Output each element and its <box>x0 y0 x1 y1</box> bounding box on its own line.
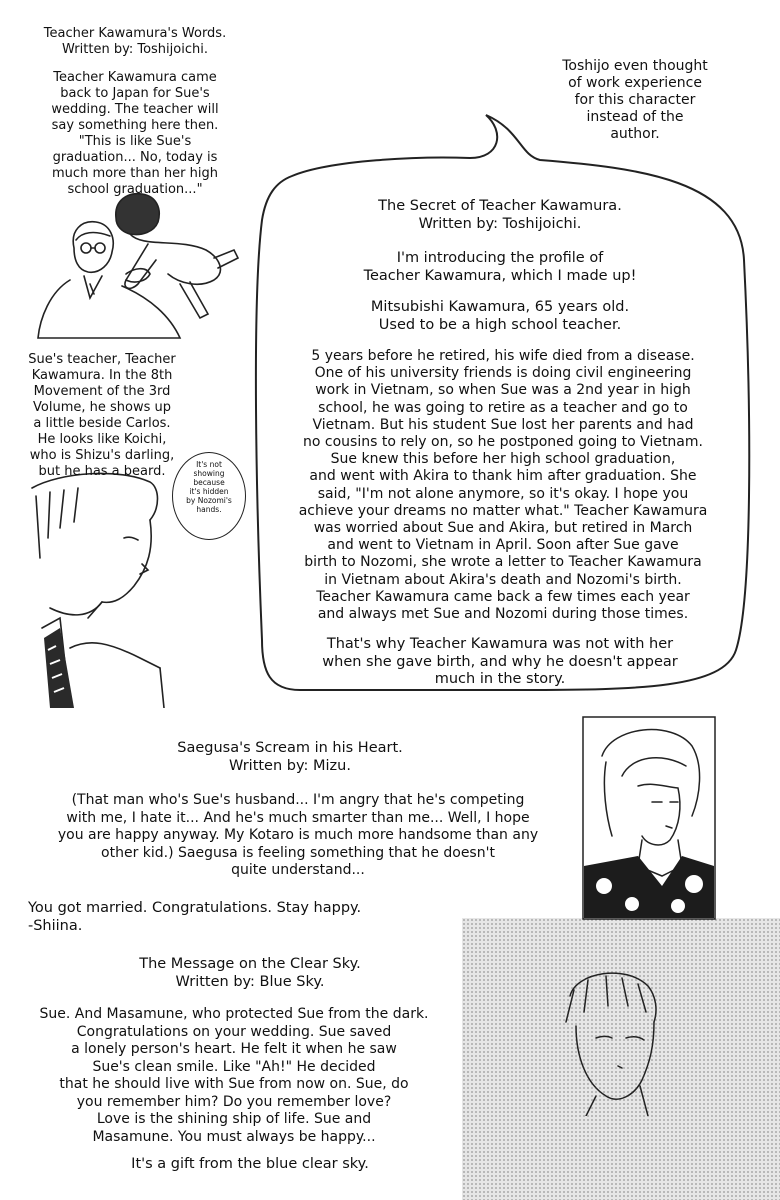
sec4-body: Sue. And Masamune, who protected Sue from the dark. Congratulations on your wedding. Sue saved a lonely person's heart. He felt it when he saw Sue's clean smile. Like "Ah!" He decided that he should live with Sue from now on. Sue, do you remember him? Do you remember love? Love is the shining ship of life. Sue and Masamune. You must always be happy... <box>39 1006 429 1145</box>
sec1-body: Teacher Kawamura came back to Japan for Sue's wedding. The teacher will say something here then. "This is like Sue's graduation... No, today is much more than her high school graduation..." <box>51 70 219 197</box>
small-note-text: It's not showing because it's hidden by Nozomi's hands. <box>186 460 232 514</box>
sec3-message: You got married. Congratulations. Stay happy. -Shiina. <box>28 900 362 934</box>
sec1-title: Teacher Kawamura's Words. Written by: Toshijoichi. <box>43 26 227 57</box>
teacher-and-child-illustration <box>30 188 245 348</box>
bubble-story: 5 years before he retired, his wife died from a disease. One of his university friends is doing civil engineering work in Vietnam, so when Sue was a 2nd year in high school, he was going to retire as a teacher and go to Vietnam. But his student Sue lost her parents and had no cousins to rely on, so he postponed going to Vietnam. Sue knew this before her high school graduation, and went with Akira to thank him after graduation. She said, "I'm not alone anymore, so it's okay. I hope you achieve your dreams no matter what." Teacher Kawamura was worried about Sue and Akira, but retired in March and went to Vietnam in April. Soon after Sue gave birth to Nozomi, she wrote a letter to Teacher Kawamura in Vietnam about Akira's death and Nozomi's birth. Teacher Kawamura came back a few times each year and always met Sue and Nozomi during those times. <box>298 348 708 623</box>
teacher-profile-illustration <box>30 468 170 708</box>
top-right-note: Toshijo even thought of work experience for this character instead of the author. <box>562 58 708 142</box>
masamune-face-illustration <box>556 966 666 1116</box>
bubble-intro: I'm introducing the profile of Teacher Kawamura, which I made up! <box>363 250 637 284</box>
bubble-ending: That's why Teacher Kawamura was not with her when she gave birth, and why he doesn't appear much in the story. <box>322 636 678 687</box>
sec4-ending: It's a gift from the blue clear sky. <box>131 1156 369 1172</box>
bubble-profile: Mitsubishi Kawamura, 65 years old. Used to be a high school teacher. <box>370 299 630 333</box>
sec2-body: (That man who's Sue's husband... I'm angry that he's competing with me, I hate it... And he's much smarter than me... Well, I hope you are happy anyway. My Kotaro is much more handsome than any other kid.) Saegusa is feeling something that he doesn't quite understand... <box>57 792 539 878</box>
bubble-title: The Secret of Teacher Kawamura. Written by: Toshijoichi. <box>378 198 622 232</box>
sec2-title: Saegusa's Scream in his Heart. Written by: Mizu. <box>177 740 403 774</box>
caption-teacher: Sue's teacher, Teacher Kawamura. In the 8th Movement of the 3rd Volume, he shows up a little beside Carlos. He looks like Koichi, who is Shizu's darling, but he has a beard. <box>28 352 176 479</box>
saegusa-portrait-illustration <box>582 716 716 920</box>
sec4-title: The Message on the Clear Sky. Written by: Blue Sky. <box>139 956 361 990</box>
